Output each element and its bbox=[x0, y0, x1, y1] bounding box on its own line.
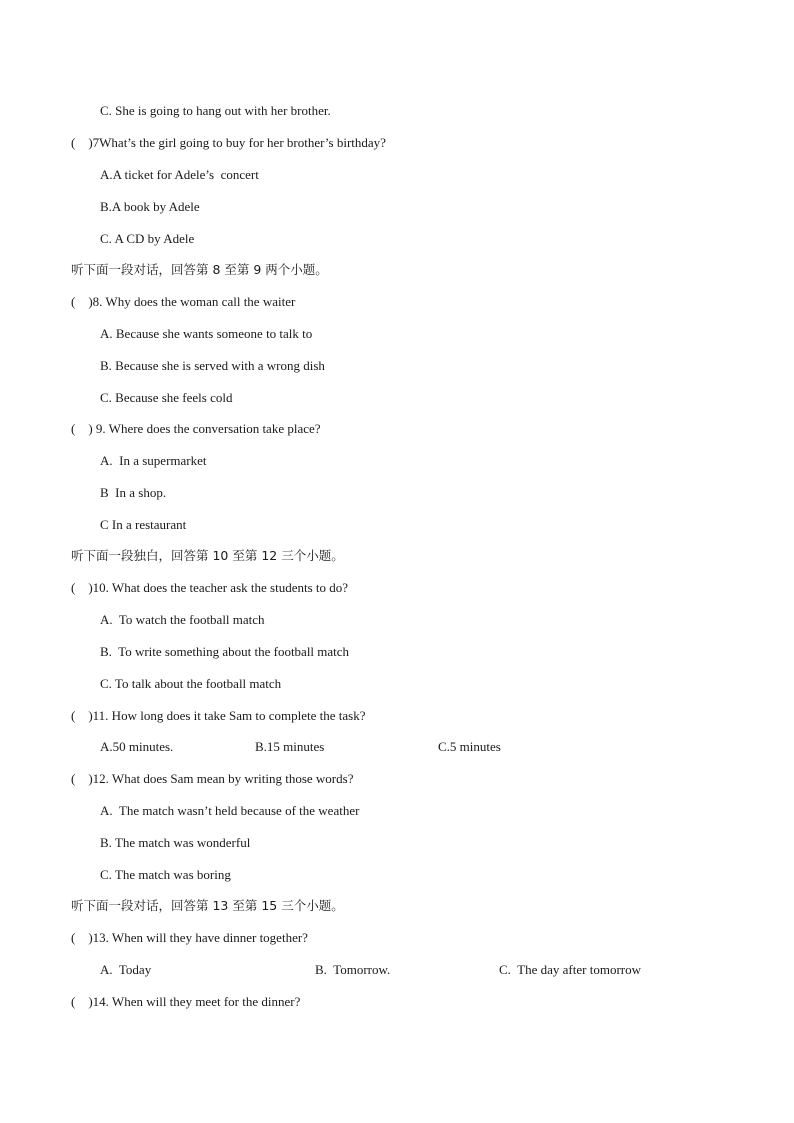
section-heading-8-9: 听下面一段对话，回答第 8 至第 9 两个小题。 bbox=[71, 262, 328, 277]
question-10-option-a: A. To watch the football match bbox=[100, 612, 265, 627]
question-8-option-c: C. Because she feels cold bbox=[100, 390, 233, 405]
question-7-option-a: A.A ticket for Adele’s concert bbox=[100, 167, 259, 182]
question-12-option-b: B. The match was wonderful bbox=[100, 835, 251, 850]
question-6-option-c: C. She is going to hang out with her brother. bbox=[100, 103, 331, 118]
question-13: ( )13. When will they have dinner together? bbox=[71, 930, 308, 945]
question-11-option-c: C.5 minutes bbox=[438, 739, 501, 754]
question-8-option-b: B. Because she is served with a wrong dish bbox=[100, 358, 325, 373]
question-10-option-c: C. To talk about the football match bbox=[100, 676, 282, 691]
question-11-option-a: A.50 minutes. bbox=[100, 739, 174, 754]
question-13-option-b: B. Tomorrow. bbox=[315, 962, 391, 977]
question-11: ( )11. How long does it take Sam to complete the task? bbox=[71, 708, 366, 723]
question-12-option-c: C. The match was boring bbox=[100, 867, 231, 882]
question-7: ( )7What’s the girl going to buy for her brother’s birthday? bbox=[71, 135, 386, 150]
question-7-option-b: B.A book by Adele bbox=[100, 199, 200, 214]
question-9-option-c: C In a restaurant bbox=[100, 517, 187, 532]
question-12: ( )12. What does Sam mean by writing those words? bbox=[71, 771, 354, 786]
section-heading-13-15: 听下面一段对话，回答第 13 至第 15 三个小题。 bbox=[71, 898, 344, 913]
question-9-option-a: A. In a supermarket bbox=[100, 453, 207, 468]
question-11-option-b: B.15 minutes bbox=[255, 739, 325, 754]
question-8-option-a: A. Because she wants someone to talk to bbox=[100, 326, 313, 341]
question-10: ( )10. What does the teacher ask the students to do? bbox=[71, 580, 349, 595]
question-8: ( )8. Why does the woman call the waiter bbox=[71, 294, 296, 309]
question-13-option-c: C. The day after tomorrow bbox=[499, 962, 641, 977]
question-10-option-b: B. To write something about the football match bbox=[100, 644, 350, 659]
section-heading-10-12: 听下面一段独白，回答第 10 至第 12 三个小题。 bbox=[71, 548, 344, 563]
question-14: ( )14. When will they meet for the dinner? bbox=[71, 994, 301, 1009]
question-7-option-c: C. A CD by Adele bbox=[100, 231, 195, 246]
question-13-option-a: A. Today bbox=[100, 962, 152, 977]
question-12-option-a: A. The match wasn’t held because of the weather bbox=[100, 803, 360, 818]
question-9: ( ) 9. Where does the conversation take place? bbox=[71, 421, 321, 436]
question-9-option-b: B In a shop. bbox=[100, 485, 167, 500]
